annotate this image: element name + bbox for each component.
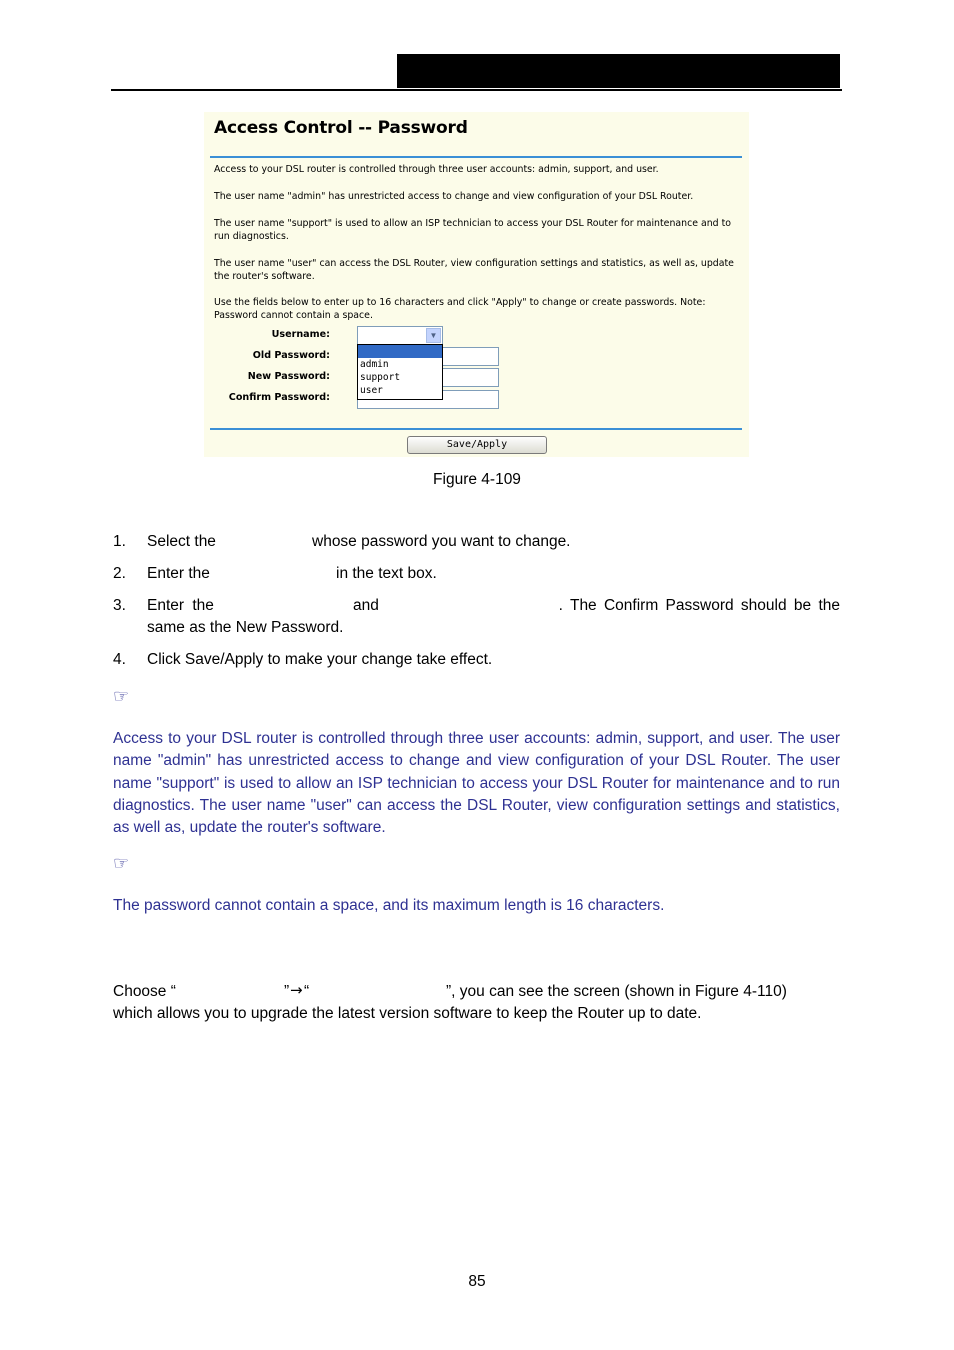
pointing-hand-icon: ☞: [113, 853, 130, 874]
chevron-down-icon[interactable]: ▼: [426, 328, 441, 343]
step-number: 3.: [113, 597, 126, 614]
dropdown-option-support[interactable]: support: [360, 372, 401, 383]
step-text: same as the New Password.: [147, 619, 344, 636]
figure-paragraph: The user name "admin" has unrestricted access to change and view configuration of your DSL Router.: [214, 191, 694, 202]
step-text: whose password you want to change.: [312, 533, 571, 550]
username-dropdown-list[interactable]: [357, 344, 443, 400]
save-apply-button[interactable]: Save/Apply: [407, 436, 547, 454]
screenshot-figure: [204, 112, 749, 457]
step-text: Click Save/Apply to make your change take effect.: [147, 651, 493, 668]
step-number: 4.: [113, 651, 126, 668]
header-bar: [397, 54, 840, 88]
step-text: in the text box.: [336, 565, 437, 582]
choose-text: ”, you can see the screen (shown in Figure 4-110): [446, 983, 787, 1000]
note-text: The password cannot contain a space, and its maximum length is 16 characters.: [113, 897, 665, 914]
old-password-label: Old Password:: [252, 350, 330, 361]
step-text: Select the: [147, 533, 216, 550]
dropdown-option-user[interactable]: user: [360, 385, 383, 396]
choose-text: ”: [284, 983, 290, 1000]
pointing-hand-icon: ☞: [113, 686, 130, 707]
figure-paragraph: Use the fields below to enter up to 16 characters and click "Apply" to change or create passwords. Note: Password cannot contain a space.: [214, 297, 706, 321]
dropdown-highlighted-option[interactable]: [358, 345, 442, 358]
step-text: Enter the: [147, 597, 214, 614]
new-password-label: New Password:: [247, 371, 330, 382]
username-label: Username:: [271, 329, 330, 340]
step-text: Enter the: [147, 565, 210, 582]
choose-text: which allows you to upgrade the latest version software to keep the Router up to date.: [113, 1005, 702, 1022]
header-rule: [111, 89, 842, 91]
step-text: and: [353, 597, 379, 614]
step-text: . The Confirm Password should be the: [558, 597, 840, 614]
arrow-right-icon: →: [290, 981, 303, 999]
choose-text: Choose “: [113, 983, 176, 1000]
figure-paragraph: The user name "support" is used to allow an ISP technician to access your DSL Router for maintenance and to run diagnostics.: [214, 218, 732, 242]
figure-top-rule: [210, 156, 742, 158]
note-text: Access to your DSL router is controlled through three user accounts: admin, support, and user. The user name "admin" has unrestricted access to change and view configuration of your DSL Router. The user name "support" is used to allow an ISP technician to access your DSL Router for maintenance and to run diagnostics. The user name "user" can access the DSL Router, view configuration settings and statistics, as well as, update the router's software.: [113, 730, 840, 837]
username-select[interactable]: [357, 326, 443, 345]
figure-bottom-rule: [210, 428, 742, 430]
figure-paragraph: Access to your DSL router is controlled through three user accounts: admin, support, and user.: [214, 164, 659, 175]
page-number: 85: [468, 1273, 486, 1290]
figure-paragraph: The user name "user" can access the DSL Router, view configuration settings and statistics, as well as, update the router's software.: [214, 258, 734, 282]
dropdown-option-admin[interactable]: admin: [360, 359, 389, 370]
figure-caption: Figure 4-109: [433, 471, 521, 488]
figure-title: Access Control -- Password: [214, 118, 468, 138]
choose-text: “: [304, 983, 310, 1000]
step-number: 1.: [113, 533, 126, 550]
confirm-password-label: Confirm Password:: [228, 392, 330, 403]
step-number: 2.: [113, 565, 126, 582]
